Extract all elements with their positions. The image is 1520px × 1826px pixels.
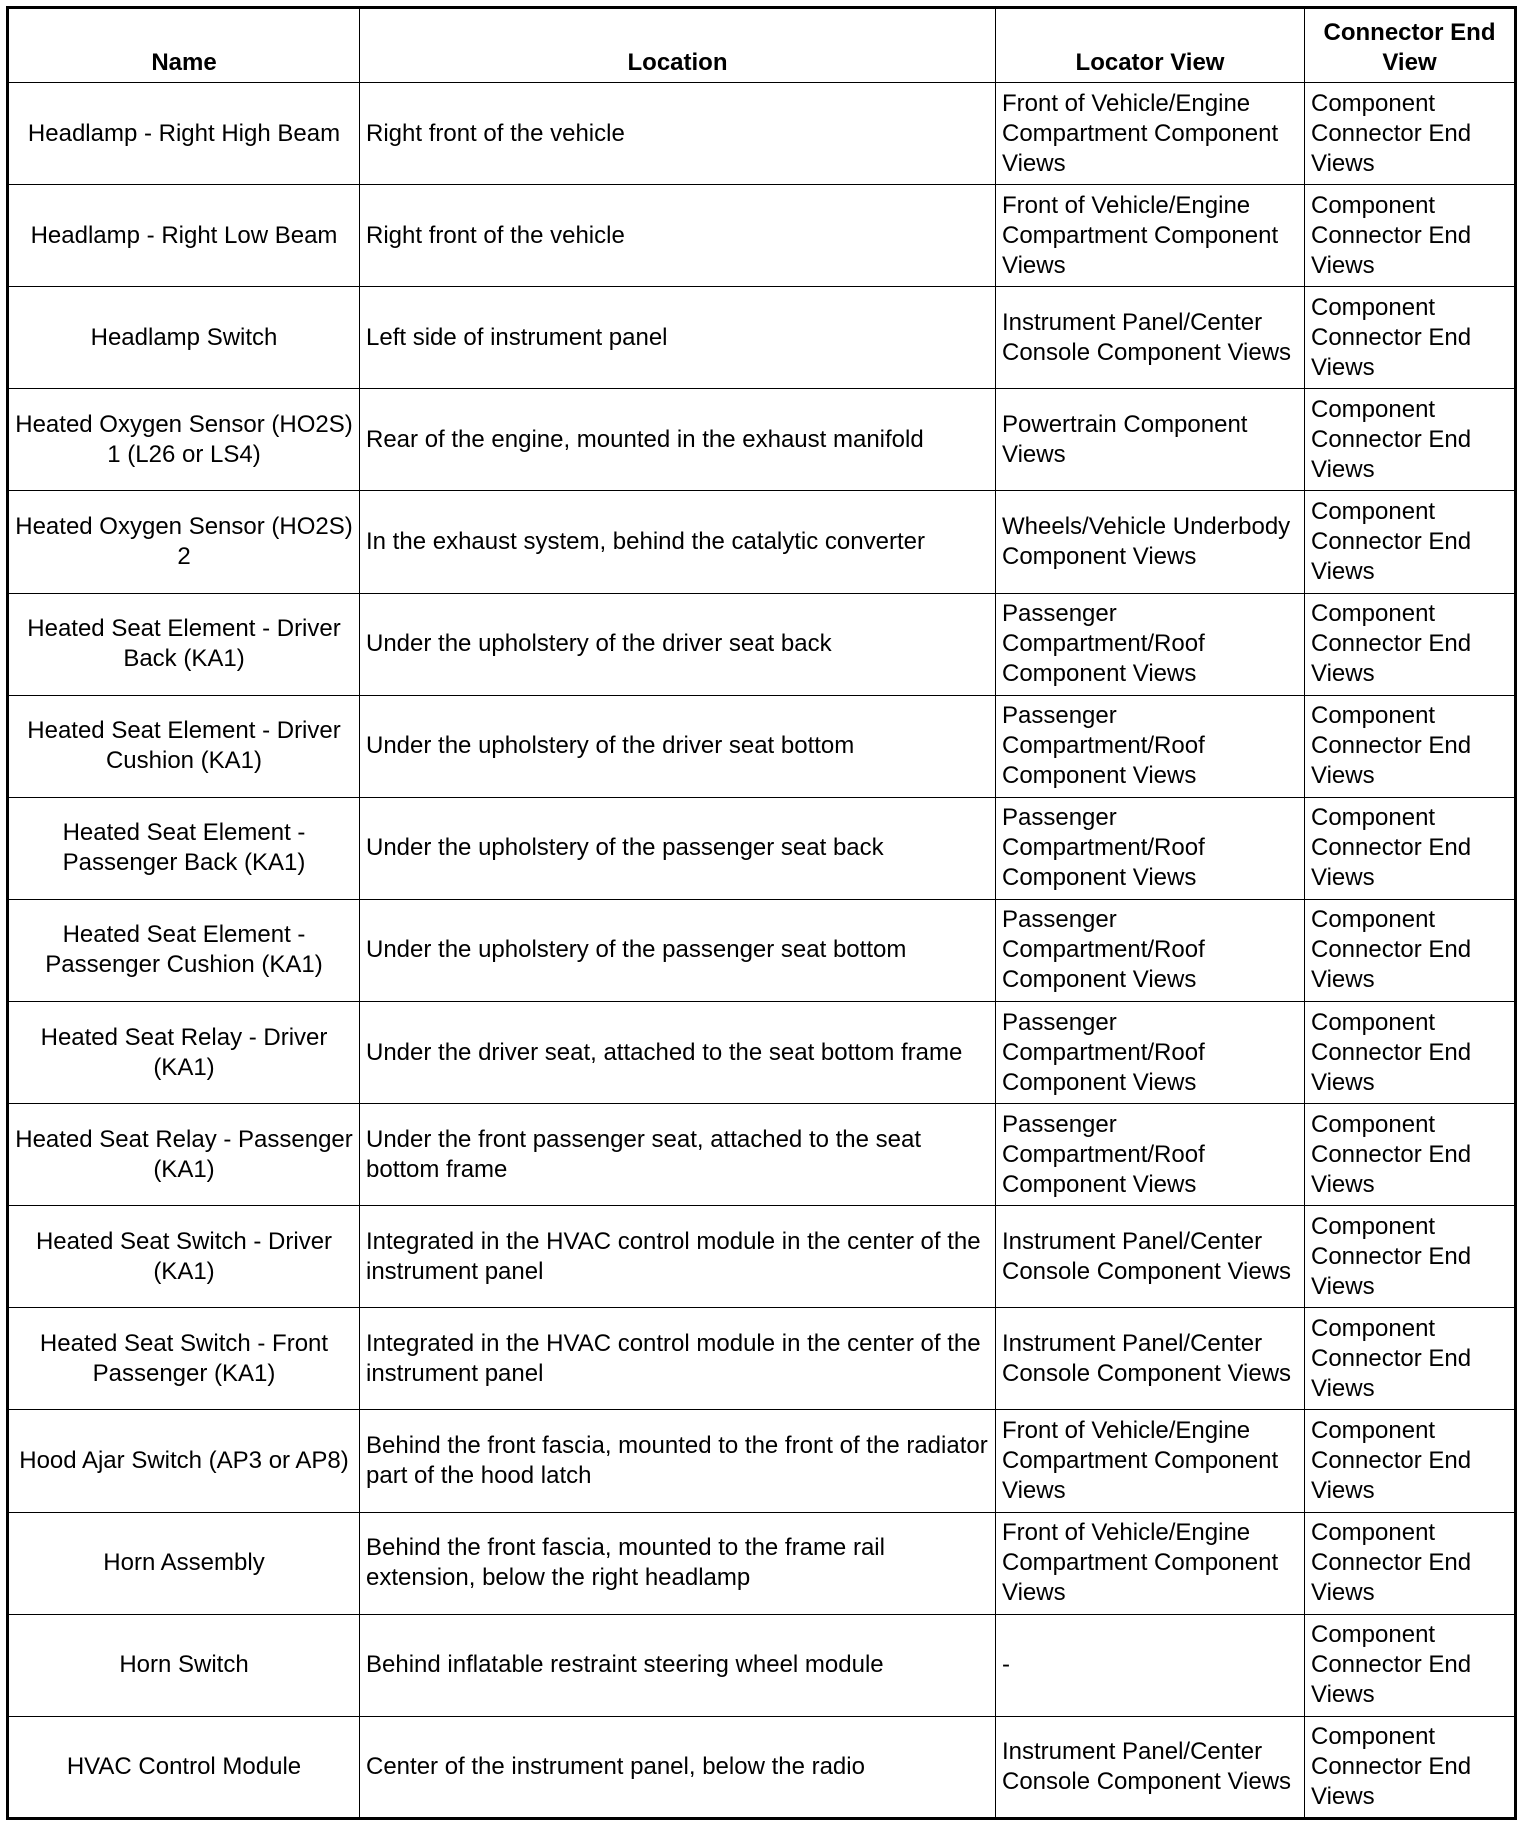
table-row (8, 1308, 1516, 1410)
cell-name: Heated Seat Relay - Passenger (KA1) (8, 1104, 360, 1206)
cell-connector-end-view: Component Connector End Views (1305, 491, 1516, 593)
cell-name: Hood Ajar Switch (AP3 or AP8) (8, 1410, 360, 1512)
cell-locator-view: Front of Vehicle/Engine Compartment Component Views (996, 185, 1305, 287)
cell-name: Heated Seat Element - Passenger Back (KA1) (8, 797, 360, 899)
cell-locator-view: Passenger Compartment/Roof Component Views (996, 899, 1305, 1001)
table-row (8, 1512, 1516, 1614)
cell-connector-end-view: Component Connector End Views (1305, 1001, 1516, 1103)
cell-name: Heated Seat Switch - Front Passenger (KA1) (8, 1308, 360, 1410)
cell-connector-end-view: Component Connector End Views (1305, 1512, 1516, 1614)
table-row (8, 389, 1516, 491)
cell-locator-view: - (996, 1614, 1305, 1716)
cell-location: Left side of instrument panel (360, 287, 996, 389)
cell-name: Heated Seat Relay - Driver (KA1) (8, 1001, 360, 1103)
cell-locator-view: Passenger Compartment/Roof Component Views (996, 797, 1305, 899)
table-row (8, 1716, 1516, 1818)
table-row (8, 1410, 1516, 1512)
cell-name: Heated Seat Element - Driver Cushion (KA1) (8, 695, 360, 797)
cell-name: Headlamp - Right High Beam (8, 83, 360, 185)
cell-name: Headlamp Switch (8, 287, 360, 389)
table-row (8, 491, 1516, 593)
cell-connector-end-view: Component Connector End Views (1305, 1104, 1516, 1206)
cell-locator-view: Front of Vehicle/Engine Compartment Component Views (996, 1512, 1305, 1614)
cell-location: Right front of the vehicle (360, 185, 996, 287)
cell-connector-end-view: Component Connector End Views (1305, 287, 1516, 389)
cell-connector-end-view: Component Connector End Views (1305, 593, 1516, 695)
cell-connector-end-view: Component Connector End Views (1305, 185, 1516, 287)
cell-connector-end-view: Component Connector End Views (1305, 1308, 1516, 1410)
cell-connector-end-view: Component Connector End Views (1305, 83, 1516, 185)
cell-name: Heated Seat Element - Driver Back (KA1) (8, 593, 360, 695)
table-row (8, 1104, 1516, 1206)
cell-locator-view: Powertrain Component Views (996, 389, 1305, 491)
cell-locator-view: Front of Vehicle/Engine Compartment Component Views (996, 1410, 1305, 1512)
cell-location: Under the upholstery of the driver seat bottom (360, 695, 996, 797)
cell-location: In the exhaust system, behind the catalytic converter (360, 491, 996, 593)
cell-connector-end-view: Component Connector End Views (1305, 1614, 1516, 1716)
cell-location: Under the upholstery of the passenger seat back (360, 797, 996, 899)
cell-connector-end-view: Component Connector End Views (1305, 1716, 1516, 1818)
cell-location: Integrated in the HVAC control module in the center of the instrument panel (360, 1206, 996, 1308)
cell-location: Under the driver seat, attached to the seat bottom frame (360, 1001, 996, 1103)
cell-location: Behind inflatable restraint steering wheel module (360, 1614, 996, 1716)
cell-connector-end-view: Component Connector End Views (1305, 389, 1516, 491)
cell-locator-view: Wheels/Vehicle Underbody Component Views (996, 491, 1305, 593)
cell-connector-end-view: Component Connector End Views (1305, 695, 1516, 797)
cell-location: Under the upholstery of the passenger seat bottom (360, 899, 996, 1001)
cell-location: Under the upholstery of the driver seat back (360, 593, 996, 695)
table-row (8, 1614, 1516, 1716)
cell-locator-view: Passenger Compartment/Roof Component Views (996, 593, 1305, 695)
table-row (8, 695, 1516, 797)
cell-name: Horn Switch (8, 1614, 360, 1716)
cell-locator-view: Passenger Compartment/Roof Component Views (996, 1104, 1305, 1206)
cell-location: Right front of the vehicle (360, 83, 996, 185)
table-row (8, 899, 1516, 1001)
cell-location: Under the front passenger seat, attached to the seat bottom frame (360, 1104, 996, 1206)
cell-location: Integrated in the HVAC control module in the center of the instrument panel (360, 1308, 996, 1410)
cell-location: Behind the front fascia, mounted to the frame rail extension, below the right headlamp (360, 1512, 996, 1614)
component-locator-page (6, 6, 1514, 1820)
header-name: Name (8, 8, 360, 83)
cell-locator-view: Instrument Panel/Center Console Component Views (996, 1308, 1305, 1410)
cell-name: HVAC Control Module (8, 1716, 360, 1818)
cell-name: Heated Seat Switch - Driver (KA1) (8, 1206, 360, 1308)
table-row (8, 1206, 1516, 1308)
cell-location: Center of the instrument panel, below the radio (360, 1716, 996, 1818)
cell-locator-view: Passenger Compartment/Roof Component Views (996, 1001, 1305, 1103)
header-locator-view: Locator View (996, 8, 1305, 83)
table-row (8, 797, 1516, 899)
table-row (8, 83, 1516, 185)
cell-name: Horn Assembly (8, 1512, 360, 1614)
cell-name: Heated Oxygen Sensor (HO2S) 1 (L26 or LS4) (8, 389, 360, 491)
table-row (8, 1001, 1516, 1103)
cell-locator-view: Front of Vehicle/Engine Compartment Component Views (996, 83, 1305, 185)
cell-connector-end-view: Component Connector End Views (1305, 899, 1516, 1001)
cell-connector-end-view: Component Connector End Views (1305, 797, 1516, 899)
header-connector-end-view: Connector End View (1305, 8, 1516, 83)
cell-name: Heated Oxygen Sensor (HO2S) 2 (8, 491, 360, 593)
cell-name: Headlamp - Right Low Beam (8, 185, 360, 287)
cell-locator-view: Instrument Panel/Center Console Component Views (996, 1206, 1305, 1308)
table-row (8, 593, 1516, 695)
cell-locator-view: Instrument Panel/Center Console Component Views (996, 1716, 1305, 1818)
table-row (8, 287, 1516, 389)
cell-location: Rear of the engine, mounted in the exhaust manifold (360, 389, 996, 491)
cell-location: Behind the front fascia, mounted to the front of the radiator part of the hood latch (360, 1410, 996, 1512)
header-location: Location (360, 8, 996, 83)
cell-locator-view: Passenger Compartment/Roof Component Views (996, 695, 1305, 797)
header-row (8, 8, 1516, 83)
cell-connector-end-view: Component Connector End Views (1305, 1410, 1516, 1512)
cell-connector-end-view: Component Connector End Views (1305, 1206, 1516, 1308)
cell-name: Heated Seat Element - Passenger Cushion (KA1) (8, 899, 360, 1001)
table-row (8, 185, 1516, 287)
component-locator-table (6, 6, 1517, 1820)
cell-locator-view: Instrument Panel/Center Console Component Views (996, 287, 1305, 389)
